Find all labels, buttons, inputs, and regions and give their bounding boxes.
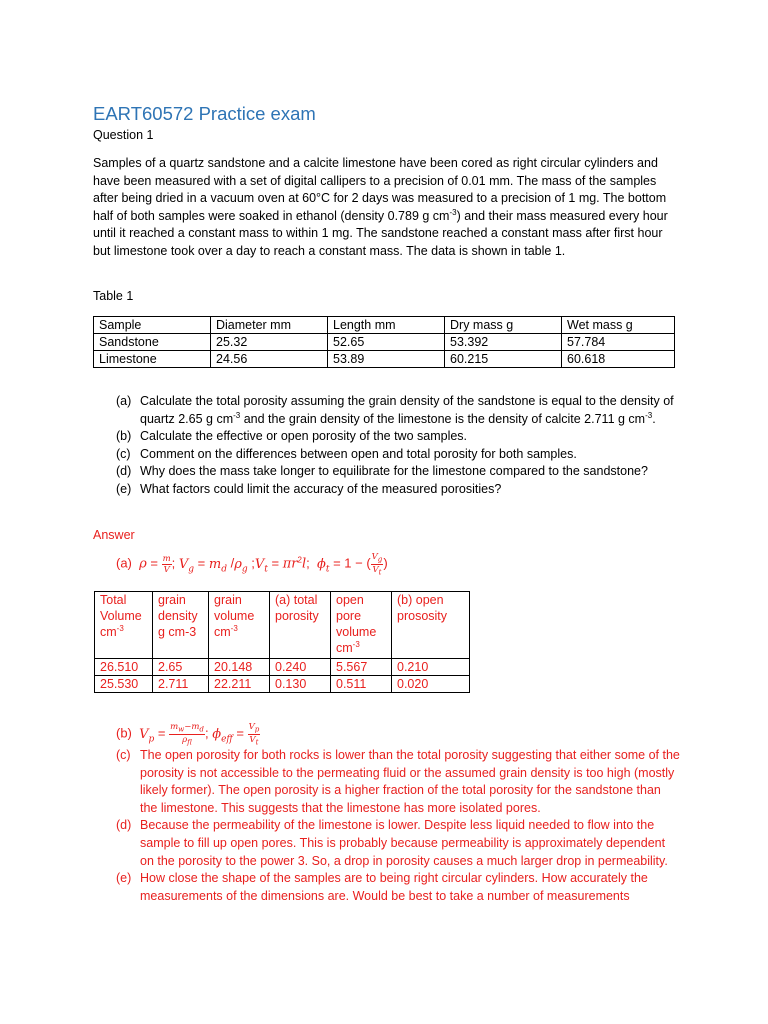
answer-item-text: Because the permeability of the limestone is lower. Despite less liquid needed to flow into the sample to fill up open pores. This is probably because permeability is approximately dependent on the porosity to the power 3. So, a drop in porosity causes a much larger drop in permeability. bbox=[140, 818, 668, 868]
answer-item-e bbox=[116, 870, 681, 905]
table-header-cell: Dry mass g bbox=[445, 317, 562, 334]
table-cell: 0.511 bbox=[331, 676, 392, 693]
table-cell: 0.240 bbox=[270, 659, 331, 676]
question-list bbox=[116, 393, 681, 499]
question-item-text: What factors could limit the accuracy of the measured porosities? bbox=[140, 481, 502, 496]
table-header-row bbox=[94, 317, 675, 334]
answer-table bbox=[94, 591, 470, 693]
table-header-cell: Sample bbox=[94, 317, 211, 334]
table-header-cell: Total Volume $cm^{-3}$ bbox=[95, 592, 153, 659]
question-item-label: (e) bbox=[116, 481, 132, 496]
table-cell: 22.211 bbox=[209, 676, 270, 693]
question-item-c bbox=[116, 446, 681, 464]
answer-item-label: (e) bbox=[116, 871, 132, 886]
question-item-e bbox=[116, 481, 681, 499]
table-header-cell: (a) total porosity bbox=[270, 592, 331, 659]
answer-label: Answer bbox=[93, 528, 135, 542]
table-header-cell: Length mm bbox=[328, 317, 445, 334]
table-cell: 52.65 bbox=[328, 334, 445, 351]
answer-list bbox=[116, 747, 681, 905]
table-header-row bbox=[95, 592, 470, 659]
table-cell: Sandstone bbox=[94, 334, 211, 351]
answer-item-label: (d) bbox=[116, 818, 132, 833]
table-header-cell: (b) open prososity bbox=[392, 592, 470, 659]
question-intro: Samples of a quartz sandstone and a calcite limestone have been cored as right circular cylinders and have been measured with a set of digital callipers to a precision of 0.01 mm. The mass of the samples after being dried in a vacuum oven at 60°C for 2 days was measured to a precision of 1 mg. The bottom half of both samples were soaked in ethanol (density 0.789 g $cm^{-3}$) and their mass measured every hour until it reached a constant mass to within 1 mg. The sandstone reached a constant mass after first hour but limestone took over a day to reach a constant mass. The data is shown in table 1. bbox=[93, 156, 668, 258]
table-header-cell: grain density g cm-3 bbox=[153, 592, 209, 659]
table-cell: 60.215 bbox=[445, 351, 562, 368]
question-item-text: Comment on the differences between open and total porosity for both samples. bbox=[140, 446, 577, 461]
answer-item-label: (c) bbox=[116, 748, 131, 762]
table-cell: 24.56 bbox=[211, 351, 328, 368]
question-item-label: (a) bbox=[116, 394, 132, 408]
question-item-b bbox=[116, 428, 681, 446]
question-item-text: Why does the mass take longer to equilibrate for the limestone compared to the sandstone? bbox=[140, 464, 648, 479]
table-cell: 26.510 bbox=[95, 659, 153, 676]
table-cell: 25.32 bbox=[211, 334, 328, 351]
table-cell: 0.210 bbox=[392, 659, 470, 676]
table-cell: 20.148 bbox=[209, 659, 270, 676]
question-item-label: (d) bbox=[116, 464, 132, 479]
table-cell: 2.65 bbox=[153, 659, 209, 676]
table-cell: 0.020 bbox=[392, 676, 470, 693]
question-label: Question 1 bbox=[93, 128, 154, 142]
answer-item-text: How close the shape of the samples are to being right circular cylinders. How accurately the measurements of the dimensions are. Would be best to take a number of measurements bbox=[140, 871, 648, 903]
question-item-d bbox=[116, 463, 681, 481]
table-row bbox=[94, 351, 675, 368]
table-cell: 0.130 bbox=[270, 676, 331, 693]
answer-item-text: The open porosity for both rocks is lower than the total porosity suggesting that either some of the porosity is not accessible to the permeating fluid or the assumed grain density is too high (mostly likely former). The open porosity is a higher fraction of the total porosity for the sandstone than the limestone. This suggests that the limestone has more isolated pores. bbox=[140, 748, 680, 815]
question-item-text: Calculate the effective or open porosity of the two samples. bbox=[140, 429, 468, 444]
table-row bbox=[95, 659, 470, 676]
table1 bbox=[93, 316, 675, 368]
table1-label: Table 1 bbox=[93, 289, 134, 303]
answer-a-label: (a) bbox=[116, 555, 132, 571]
answer-item-d bbox=[116, 817, 681, 870]
table-cell: 5.567 bbox=[331, 659, 392, 676]
table-cell: 25.530 bbox=[95, 676, 153, 693]
table-cell: 53.392 bbox=[445, 334, 562, 351]
table-cell: Limestone bbox=[94, 351, 211, 368]
table-header-cell: grain volume $cm^{-3}$ bbox=[209, 592, 270, 659]
table-cell: 2.711 bbox=[153, 676, 209, 693]
table-cell: 60.618 bbox=[562, 351, 675, 368]
table-row bbox=[94, 334, 675, 351]
table-header-cell: open pore volume $cm^{-3}$ bbox=[331, 592, 392, 659]
question-item-label: (b) bbox=[116, 429, 132, 444]
answer-b-equation: (b) $V_p$ = $\frac{m_w-m_d}{\rho_{fl}}$ ; $\phi_{eff}$ = $\frac{V_p}{V_t}$ bbox=[116, 722, 260, 747]
document-title: EART60572 Practice exam bbox=[93, 103, 316, 124]
question-item-a: (a) Calculate the total porosity assuming the grain density of the sandstone is equal to the density of quartz 2.65 g $cm^{-3}$ and the grain density of the limestone is the density of calcite 2.711 g $cm^{-3}$. bbox=[116, 394, 674, 426]
table-cell: 53.89 bbox=[328, 351, 445, 368]
question-item-label: (c) bbox=[116, 446, 131, 461]
table-cell: 57.784 bbox=[562, 334, 675, 351]
answer-a-equation: (a) ρ = $\frac{m}{V}$ ; $V_g = m_d$ $/\rho_g$ $;V_t = \pi r^2l$; $\phi_t = 1$ − ( $\frac{V_g}{V_t}$ ) bbox=[116, 552, 388, 577]
table-header-cell: Wet mass g bbox=[562, 317, 675, 334]
table-row bbox=[95, 676, 470, 693]
answer-b-label: (b) bbox=[116, 725, 132, 741]
table-header-cell: Diameter mm bbox=[211, 317, 328, 334]
answer-item-c bbox=[116, 747, 681, 817]
